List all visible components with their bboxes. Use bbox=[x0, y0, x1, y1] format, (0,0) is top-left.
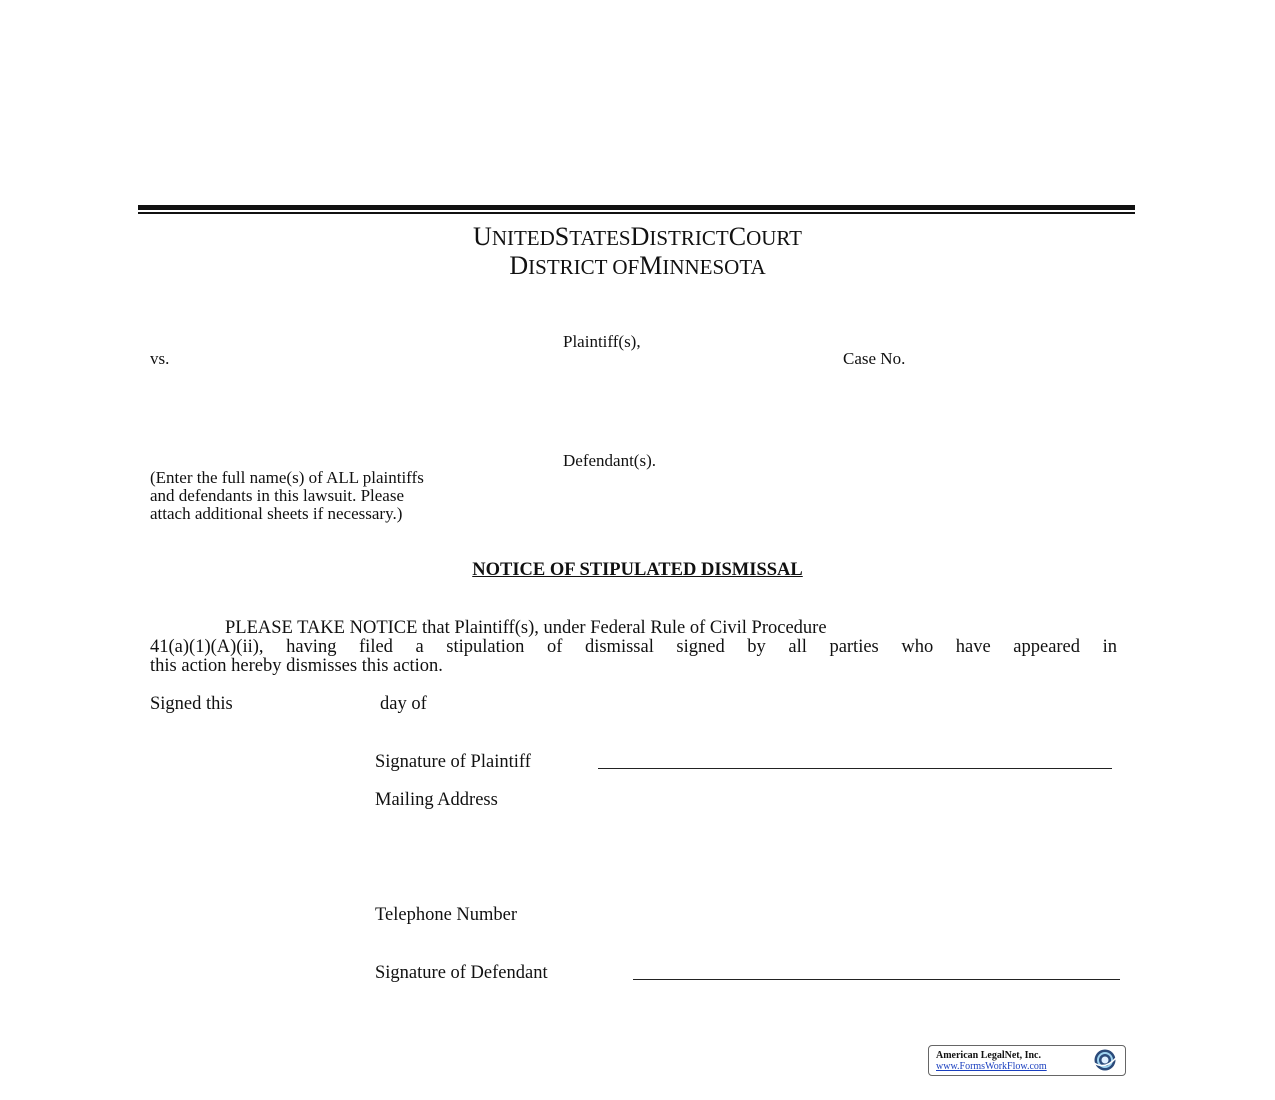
instruction-line: (Enter the full name(s) of ALL plaintiffs bbox=[150, 468, 424, 487]
plaintiff-signature-label: Signature of Plaintiff bbox=[375, 752, 531, 772]
plaintiffs-label: Plaintiff(s), bbox=[563, 332, 641, 351]
vs-label: vs. bbox=[150, 349, 170, 368]
globe-icon bbox=[1088, 1048, 1122, 1072]
caption-instructions bbox=[150, 469, 424, 522]
notice-line-3: this action hereby dismisses this action. bbox=[150, 656, 443, 676]
defendant-signature-label: Signature of Defendant bbox=[375, 963, 548, 983]
case-number-label: Case No. bbox=[843, 349, 906, 368]
defendants-label: Defendant(s). bbox=[563, 451, 656, 470]
court-district: DISTRICT OFMINNESOTA bbox=[509, 251, 766, 280]
signed-this-label: Signed this bbox=[150, 694, 233, 714]
logo-url[interactable]: www.FormsWorkFlow.com bbox=[936, 1061, 1047, 1072]
mailing-address-label: Mailing Address bbox=[375, 790, 498, 810]
notice-line-1: PLEASE TAKE NOTICE that Plaintiff(s), under Federal Rule of Civil Procedure bbox=[225, 618, 827, 638]
publisher-logo bbox=[928, 1045, 1126, 1076]
instruction-line: attach additional sheets if necessary.) bbox=[150, 503, 403, 523]
telephone-label: Telephone Number bbox=[375, 905, 518, 925]
court-name: UNITEDSTATESDISTRICTCOURT bbox=[473, 222, 802, 251]
notice-line-2: 41(a)(1)(A)(ii), having filed a stipulation of dismissal signed by all parties who have appeared in bbox=[150, 637, 1117, 657]
instruction-line: and defendants in this lawsuit. Please bbox=[150, 485, 405, 505]
header-rule-thick bbox=[138, 205, 1135, 210]
day-of-label: day of bbox=[380, 694, 427, 714]
defendant-signature-line[interactable] bbox=[633, 979, 1120, 980]
logo-company: American LegalNet, Inc. bbox=[936, 1050, 1041, 1061]
plaintiff-signature-line[interactable] bbox=[598, 768, 1112, 769]
header-rule-thin bbox=[138, 212, 1135, 214]
document-title: NOTICE OF STIPULATED DISMISSAL bbox=[472, 560, 803, 580]
